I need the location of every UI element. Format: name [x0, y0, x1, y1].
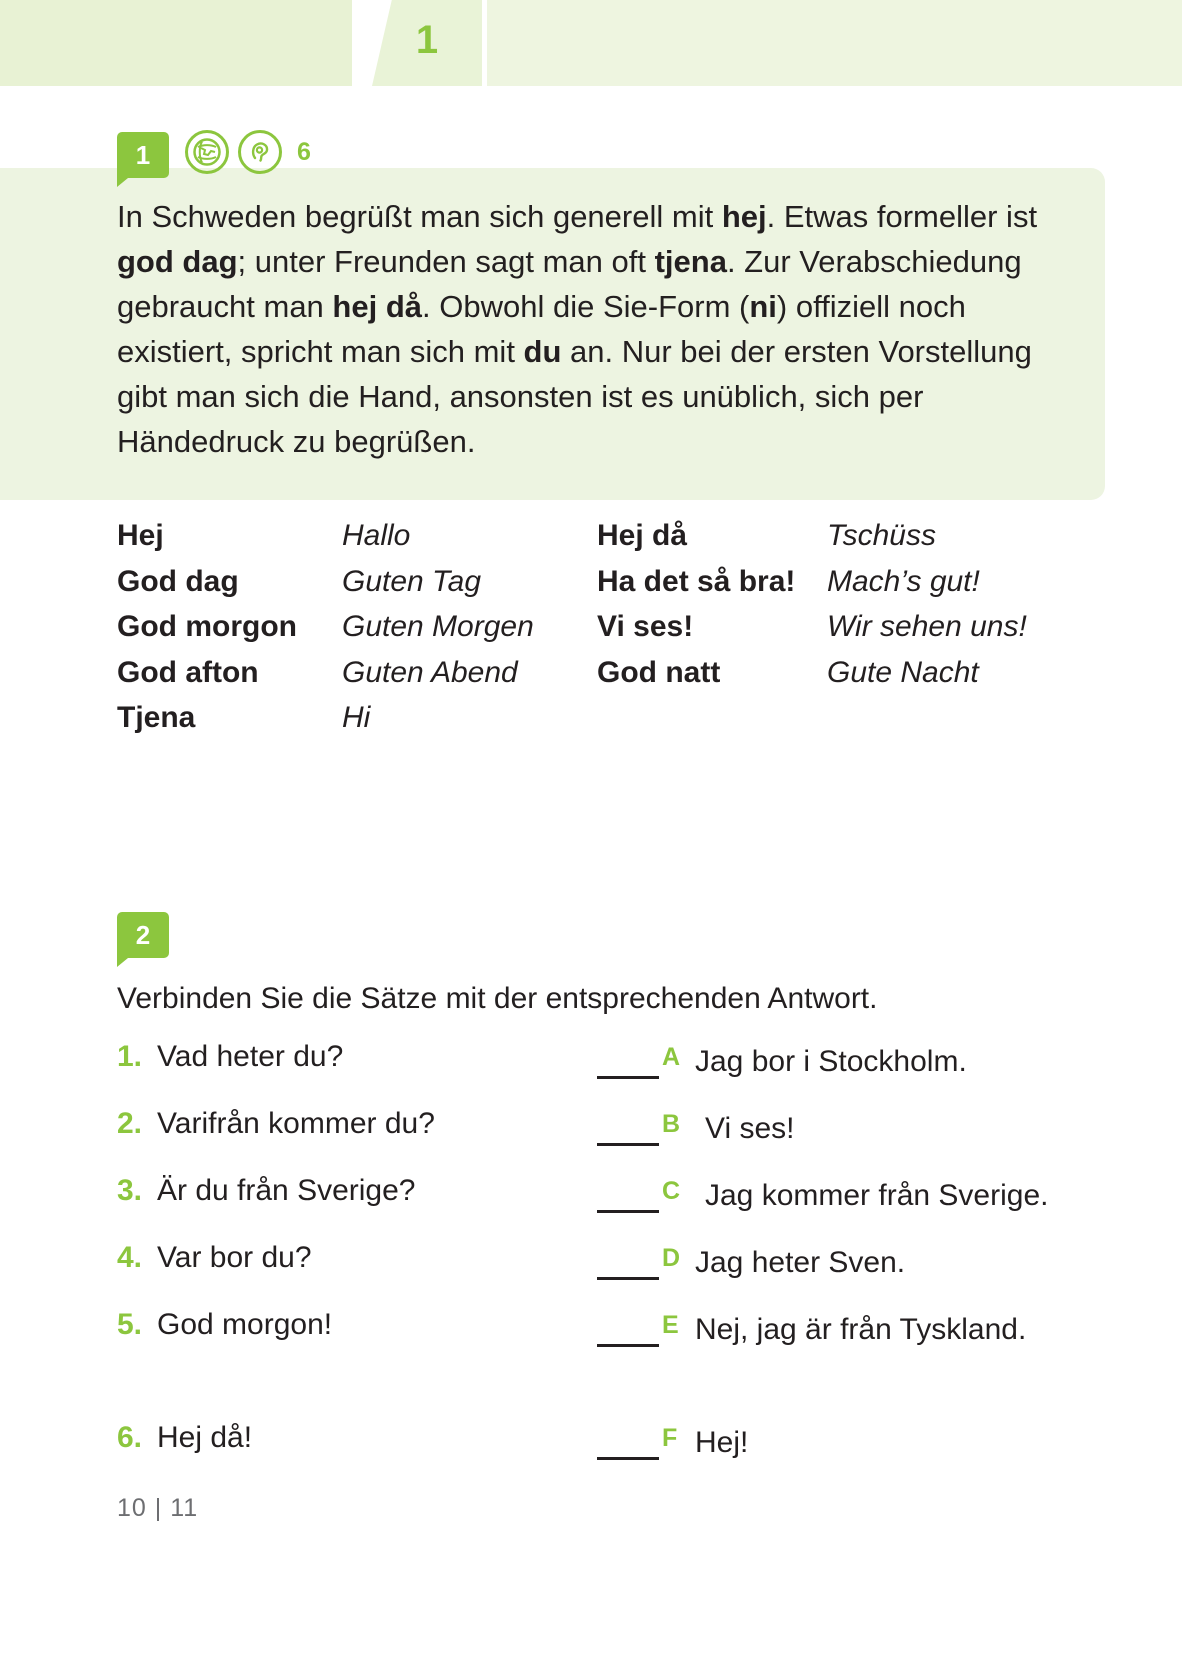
vocab-cell: Hi [342, 701, 371, 734]
vocab-cell: Tschüss [827, 519, 936, 552]
exercise-answer-letter: C [662, 1177, 681, 1205]
vocab-cell: God morgon [117, 610, 297, 643]
vocab-cell: Guten Tag [342, 564, 481, 598]
vocab-cell: Hej då [597, 519, 688, 552]
exercise-row [117, 1174, 1117, 1241]
vocab-cell: Guten Morgen [342, 610, 534, 643]
exercise-row [117, 1308, 1117, 1421]
vocab-cell: God afton [117, 655, 259, 689]
exercise-row [117, 1107, 1117, 1174]
exercise-answer-blank[interactable] [597, 1174, 659, 1213]
vocab-cell: Gute Nacht [827, 655, 979, 689]
chapter-number: 1 [415, 17, 439, 62]
globe-icon [185, 130, 229, 174]
exercise-answer-blank[interactable] [597, 1241, 659, 1280]
exercise-answer-letter: E [662, 1311, 679, 1339]
section-two-tag: 2 [117, 912, 169, 958]
vocab-cell: Guten Abend [342, 655, 518, 689]
exercise-matching-list [117, 1040, 1117, 1488]
vocab-cell: Ha det så bra! [597, 564, 796, 598]
exercise-answer-blank[interactable] [597, 1421, 659, 1460]
exercise-question: God morgon! [157, 1308, 333, 1341]
exercise-answer-blank[interactable] [597, 1040, 659, 1079]
exercise-answer-letter: D [662, 1244, 681, 1272]
exercise-item-number: 3. [117, 1174, 143, 1207]
vocab-cell: Wir sehen uns! [827, 610, 1027, 643]
page-number: 10 | 11 [117, 1494, 199, 1522]
vocab-cell: Vi ses! [597, 610, 694, 643]
exercise-question: Vad heter du? [157, 1040, 344, 1073]
vocab-cell: Mach’s gut! [827, 564, 980, 598]
vocab-col-german-left [342, 513, 597, 741]
vocab-col-swedish-left [117, 513, 342, 741]
vocab-col-swedish-right [597, 513, 832, 695]
exercise-answer-text: Jag bor i Stockholm. [695, 1045, 967, 1078]
exercise-answer-text: Hej! [695, 1426, 749, 1459]
exercise-answer-blank[interactable] [597, 1107, 659, 1146]
exercise-row [117, 1421, 1117, 1488]
exercise-question: Var bor du? [157, 1241, 312, 1274]
exercise-row [117, 1040, 1117, 1107]
exercise-question: Varifrån kommer du? [157, 1107, 435, 1140]
exercise-answer-letter: B [662, 1110, 681, 1138]
exercise-answer-text: Nej, jag är från Tyskland. [695, 1313, 1027, 1346]
exercise-item-number: 2. [117, 1107, 143, 1140]
exercise-question: Hej då! [157, 1421, 253, 1454]
exercise-item-number: 1. [117, 1040, 143, 1073]
audio-track-number: 6 [297, 137, 310, 166]
exercise-answer-blank[interactable] [597, 1308, 659, 1347]
exercise-answer-text: Jag heter Sven. [695, 1246, 906, 1279]
vocab-cell: Tjena [117, 701, 196, 734]
vocab-cell: God natt [597, 655, 721, 689]
vocab-cell: Hallo [342, 519, 411, 552]
vocab-cell: God dag [117, 564, 239, 598]
chapter-banner [0, 0, 1182, 86]
exercise-item-number: 4. [117, 1241, 143, 1274]
exercise-instruction: Verbinden Sie die Sätze mit der entsprechenden Antwort. [117, 982, 878, 1015]
exercise-answer-text: Jag kommer från Sverige. [705, 1179, 1049, 1212]
exercise-answer-text: Vi ses! [705, 1112, 795, 1145]
banner-right-block [487, 0, 1182, 86]
vocab-cell: Hej [117, 519, 164, 552]
section-one-icon-row [185, 130, 310, 174]
vocab-col-german-right [827, 513, 1127, 695]
exercise-question: Är du från Sverige? [157, 1174, 416, 1207]
section-one-tag: 1 [117, 132, 169, 178]
exercise-answer-letter: A [662, 1043, 681, 1071]
audio-ear-icon [238, 130, 282, 174]
section-one-paragraph: In Schweden begrüßt man sich generell mit hej. Etwas formeller ist god dag; unter Freunden sagt man oft tjena. Zur Verabschiedung gebraucht man hej då. Obwohl die Sie-Form (ni) offiziell noch existiert, spricht man sich mit du an. Nur bei der ersten Vorstellung gibt man sich die Hand, ansonsten ist es unüblich, sich per Händedruck zu begrüßen. [117, 199, 1038, 459]
exercise-row [117, 1241, 1117, 1308]
exercise-item-number: 5. [117, 1308, 143, 1341]
exercise-item-number: 6. [117, 1421, 143, 1454]
exercise-answer-letter: F [662, 1424, 678, 1452]
banner-left-block [0, 0, 390, 86]
